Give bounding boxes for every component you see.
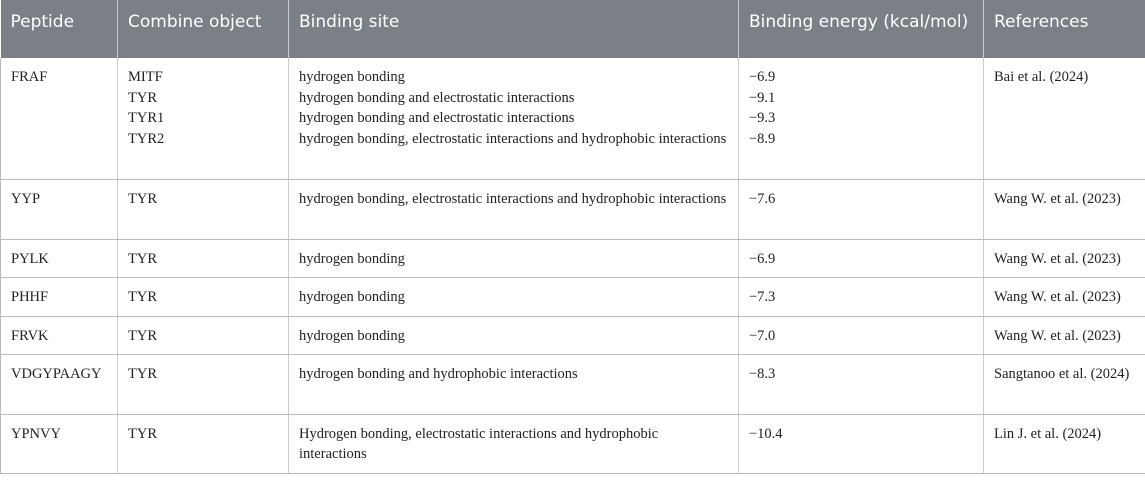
cell-binding-energy: −6.9 <box>739 239 984 277</box>
binding-energy-line: −6.9 <box>749 69 776 85</box>
binding-site-line: hydrogen bonding, electrostatic interactions and hydrophobic interactions <box>299 130 727 147</box>
cell-combine-object <box>118 58 289 179</box>
header-references: References <box>984 0 1145 58</box>
cell-binding-site: hydrogen bonding <box>289 239 739 277</box>
cell-reference: Wang W. et al. (2023) <box>984 277 1145 316</box>
cell-reference: Wang W. et al. (2023) <box>984 239 1145 277</box>
cell-reference: Wang W. et al. (2023) <box>984 316 1145 354</box>
cell-reference: Bai et al. (2024) <box>984 58 1145 179</box>
cell-peptide: FRAF <box>1 58 118 179</box>
header-peptide: Peptide <box>1 0 118 58</box>
cell-binding-energy: −7.0 <box>739 316 984 354</box>
binding-energy-line: −8.9 <box>749 130 776 147</box>
cell-peptide: PYLK <box>1 239 118 277</box>
binding-site-line: hydrogen bonding and electrostatic interactions <box>299 89 575 106</box>
cell-binding-energy: −8.3 <box>739 354 984 414</box>
cell-binding-energy: −10.4 <box>739 414 984 473</box>
binding-site-line: hydrogen bonding <box>299 69 405 85</box>
table-row <box>1 277 1145 316</box>
header-binding-energy: Binding energy (kcal/mol) <box>739 0 984 58</box>
cell-binding-site: hydrogen bonding <box>289 277 739 316</box>
combine-object-line: TYR2 <box>128 130 165 147</box>
table-header <box>1 0 1145 58</box>
cell-binding-site: hydrogen bonding, electrostatic interactions and hydrophobic interactions <box>289 179 739 239</box>
cell-peptide: YPNVY <box>1 414 118 473</box>
cell-binding-energy <box>739 58 984 179</box>
header-binding-site: Binding site <box>289 0 739 58</box>
cell-combine-object: TYR <box>118 277 289 316</box>
cell-binding-site <box>289 58 739 179</box>
binding-energy-line: −9.1 <box>749 89 776 106</box>
cell-binding-energy: −7.6 <box>739 179 984 239</box>
cell-peptide: YYP <box>1 179 118 239</box>
table-row <box>1 316 1145 354</box>
table-row <box>1 414 1145 473</box>
header-row <box>1 0 1145 58</box>
combine-object-line: MITF <box>128 69 163 85</box>
table-row <box>1 354 1145 414</box>
cell-combine-object: TYR <box>118 179 289 239</box>
cell-peptide: VDGYPAAGY <box>1 354 118 414</box>
cell-binding-site: hydrogen bonding and hydrophobic interactions <box>289 354 739 414</box>
cell-combine-object: TYR <box>118 239 289 277</box>
table-row <box>1 179 1145 239</box>
cell-peptide: PHHF <box>1 277 118 316</box>
cell-binding-energy: −7.3 <box>739 277 984 316</box>
binding-energy-line: −9.3 <box>749 110 776 126</box>
cell-binding-site: hydrogen bonding <box>289 316 739 354</box>
combine-object-line: TYR1 <box>128 110 165 126</box>
cell-binding-site: Hydrogen bonding, electrostatic interactions and hydrophobic interactions <box>289 414 739 473</box>
cell-reference: Lin J. et al. (2024) <box>984 414 1145 473</box>
cell-combine-object: TYR <box>118 354 289 414</box>
cell-combine-object: TYR <box>118 316 289 354</box>
cell-combine-object: TYR <box>118 414 289 473</box>
combine-object-line: TYR <box>128 89 157 106</box>
cell-reference: Wang W. et al. (2023) <box>984 179 1145 239</box>
cell-reference: Sangtanoo et al. (2024) <box>984 354 1145 414</box>
header-combine-object: Combine object <box>118 0 289 58</box>
binding-site-line: hydrogen bonding and electrostatic interactions <box>299 110 575 126</box>
table-row <box>1 58 1145 179</box>
cell-peptide: FRVK <box>1 316 118 354</box>
table-row <box>1 239 1145 277</box>
table-body <box>1 58 1145 473</box>
